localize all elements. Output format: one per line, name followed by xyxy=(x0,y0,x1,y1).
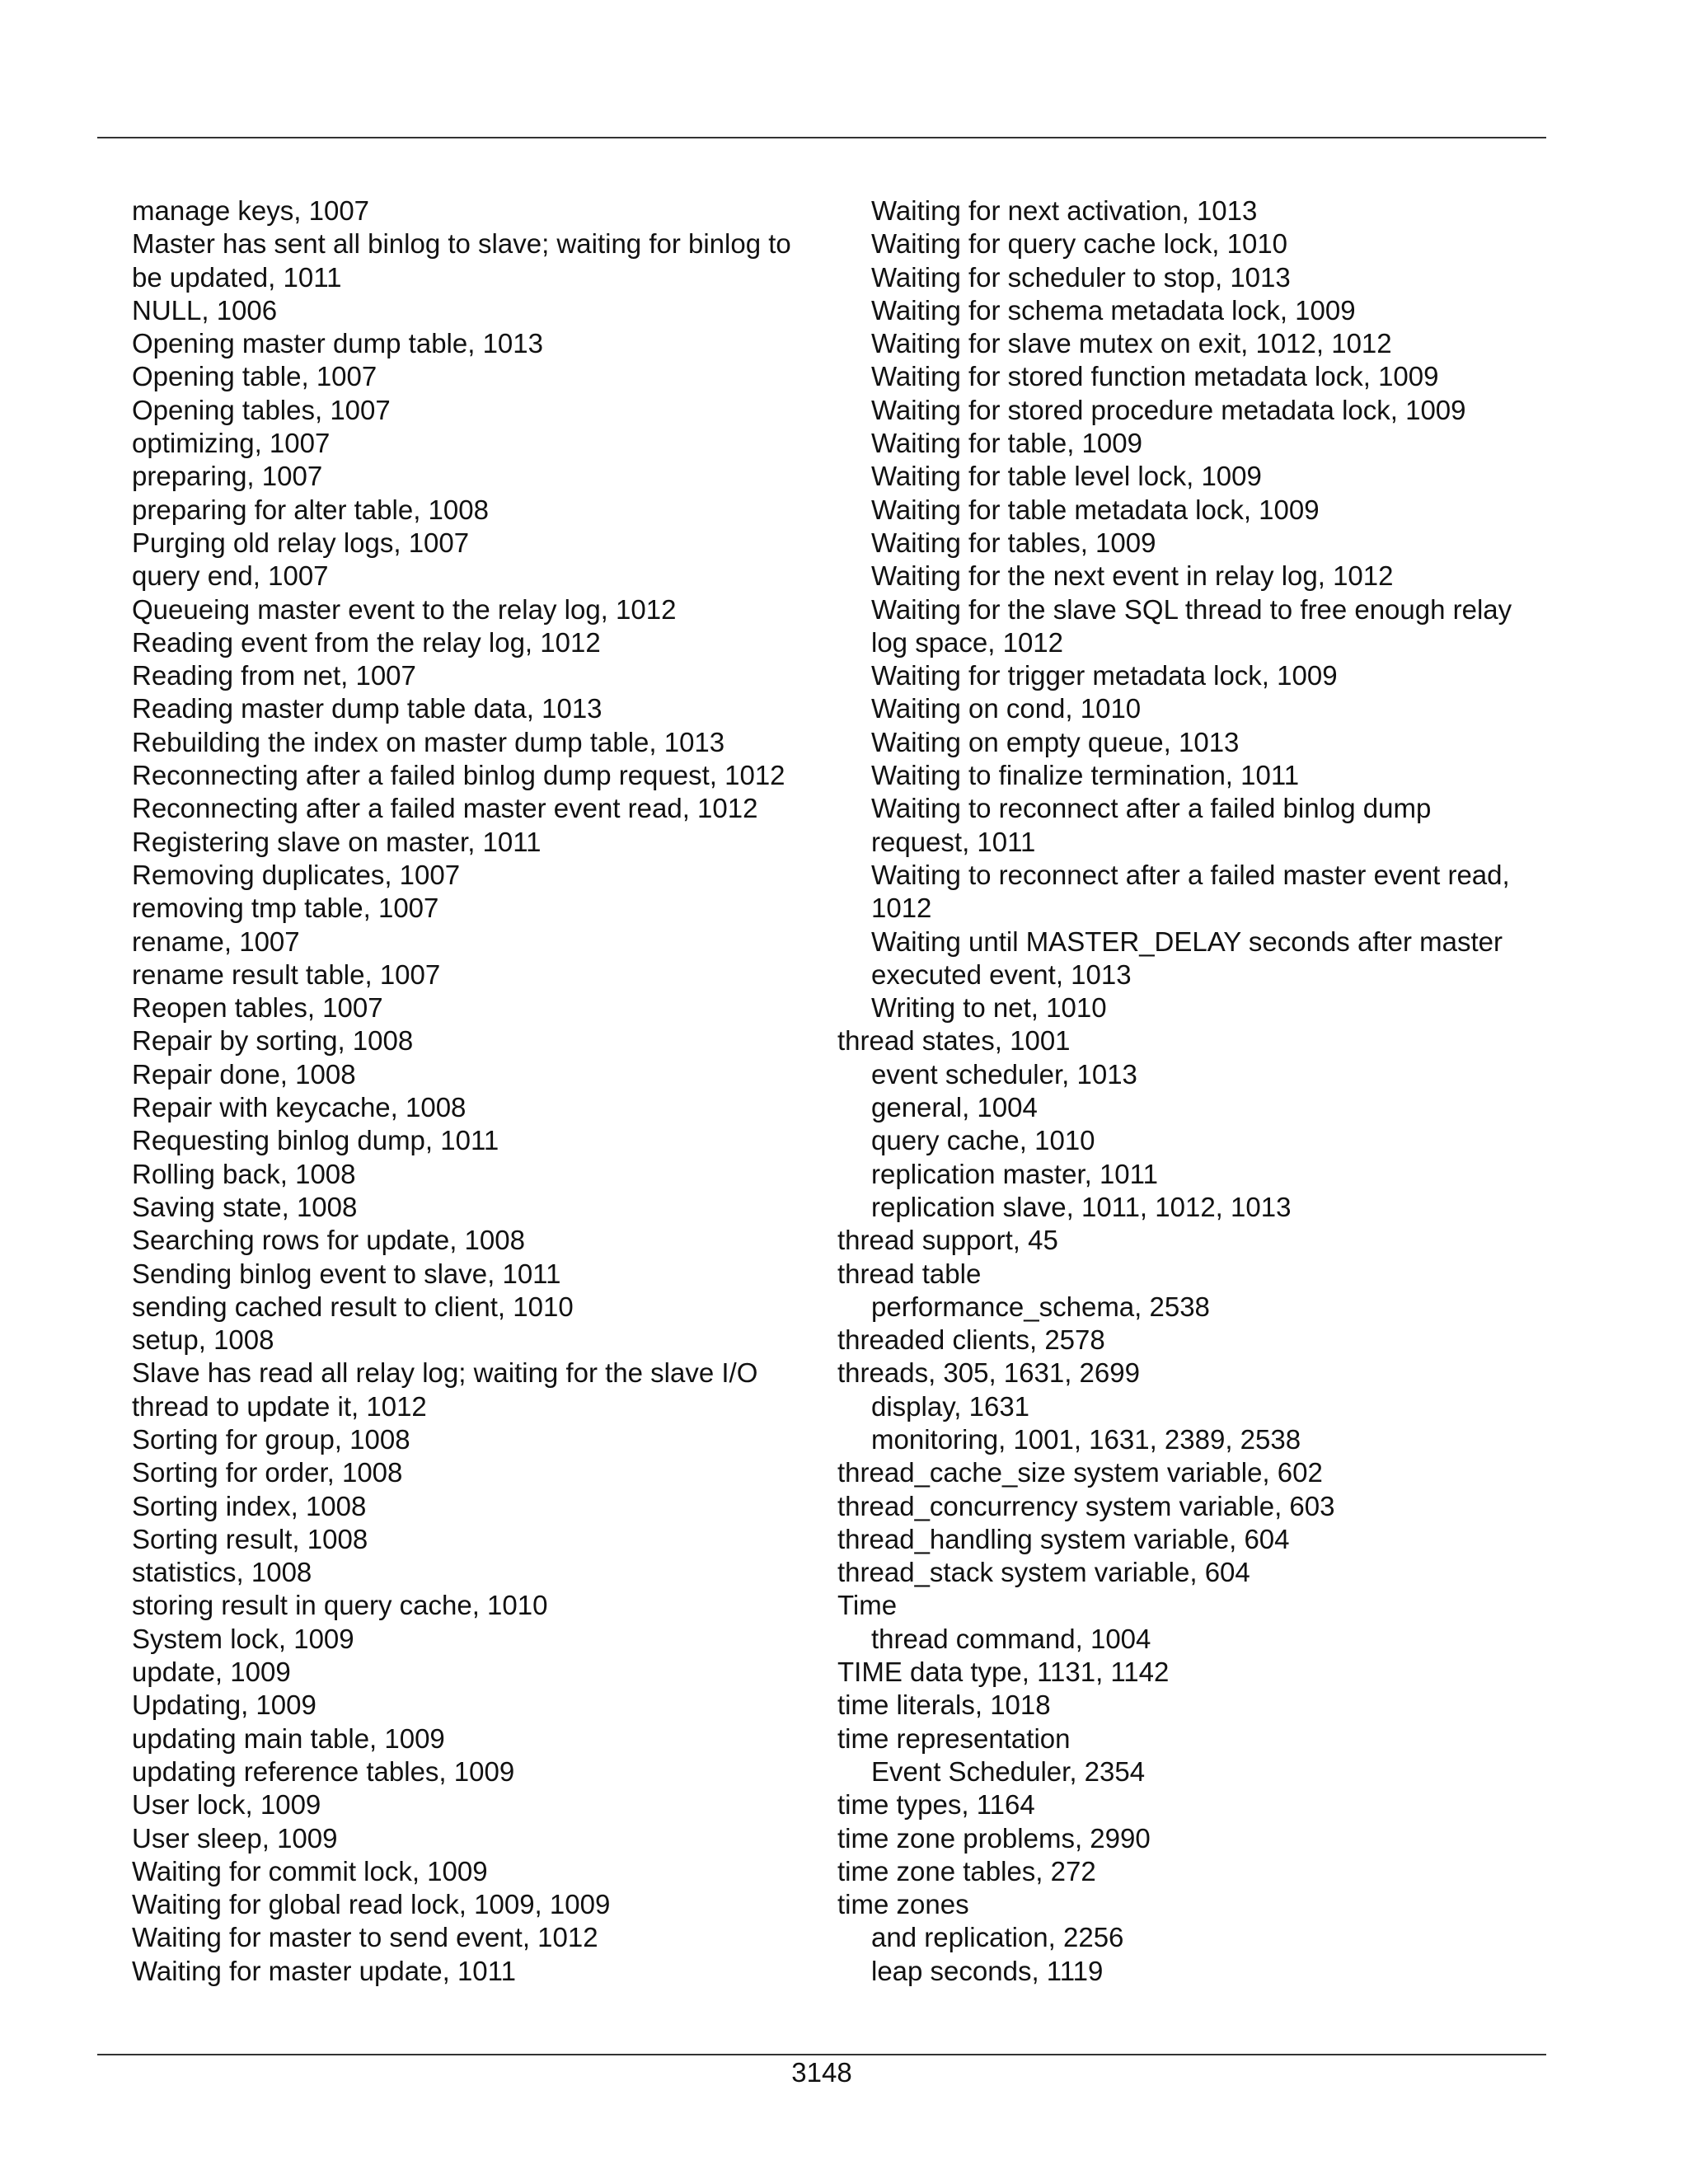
index-entry: sending cached result to client, 1010 xyxy=(132,1291,574,1322)
index-subentry: Event Scheduler, 2354 xyxy=(871,1755,1146,1787)
index-entry: Removing duplicates, 1007 xyxy=(132,859,461,890)
index-entry: NULL, 1006 xyxy=(132,294,278,326)
index-entry: Sending binlog event to slave, 1011 xyxy=(132,1258,561,1289)
index-column-left xyxy=(132,194,808,1988)
index-subentry: leap seconds, 1119 xyxy=(871,1955,1104,1986)
header-rule xyxy=(97,137,1546,138)
index-entry: updating main table, 1009 xyxy=(132,1722,445,1754)
index-entry: Waiting for master to send event, 1012 xyxy=(132,1922,598,1953)
index-subentry: executed event, 1013 xyxy=(871,958,1132,990)
index-subentry: Waiting for the slave SQL thread to free enough relay xyxy=(871,593,1512,625)
index-subentry: and replication, 2256 xyxy=(871,1922,1124,1953)
index-entry: time representation xyxy=(837,1722,1071,1754)
index-entry: update, 1009 xyxy=(132,1657,291,1688)
index-entry: thread support, 45 xyxy=(837,1225,1058,1256)
index-subentry: Writing to net, 1010 xyxy=(871,992,1107,1024)
index-subentry: Waiting to finalize termination, 1011 xyxy=(871,760,1300,791)
index-subentry: Waiting for slave mutex on exit, 1012, 1012 xyxy=(871,328,1392,359)
index-subentry: Waiting for table metadata lock, 1009 xyxy=(871,494,1320,525)
index-entry: Slave has read all relay log; waiting for the slave I/O xyxy=(132,1357,758,1389)
index-entry: Updating, 1009 xyxy=(132,1690,316,1721)
index-entry: be updated, 1011 xyxy=(132,261,342,293)
index-entry: Purging old relay logs, 1007 xyxy=(132,527,470,558)
index-subentry: 1012 xyxy=(871,893,932,924)
index-entry: statistics, 1008 xyxy=(132,1557,312,1588)
index-entry: Queueing master event to the relay log, 1012 xyxy=(132,593,677,625)
index-entry: time zone tables, 272 xyxy=(837,1855,1096,1886)
index-entry: thread_cache_size system variable, 602 xyxy=(837,1457,1323,1488)
index-entry: Sorting for group, 1008 xyxy=(132,1423,410,1455)
index-entry: Reading event from the relay log, 1012 xyxy=(132,626,601,658)
page-number: 3148 xyxy=(791,2057,852,2088)
index-entry: Reading from net, 1007 xyxy=(132,660,416,691)
index-entry: Searching rows for update, 1008 xyxy=(132,1225,525,1256)
index-subentry: Waiting for the next event in relay log, 1012 xyxy=(871,560,1394,592)
index-entry: Time xyxy=(837,1590,898,1621)
index-subentry: thread command, 1004 xyxy=(871,1623,1151,1654)
index-subentry: event scheduler, 1013 xyxy=(871,1058,1137,1090)
index-entry: Reopen tables, 1007 xyxy=(132,992,383,1024)
index-subentry: query cache, 1010 xyxy=(871,1125,1095,1156)
index-entry: Repair by sorting, 1008 xyxy=(132,1025,414,1057)
index-subentry: Waiting for table, 1009 xyxy=(871,428,1142,459)
index-entry: Sorting for order, 1008 xyxy=(132,1457,403,1488)
index-subentry: Waiting for scheduler to stop, 1013 xyxy=(871,261,1291,293)
index-entry: time literals, 1018 xyxy=(837,1690,1051,1721)
index-subentry: Waiting to reconnect after a failed binlog dump xyxy=(871,793,1432,824)
index-subentry: Waiting for stored function metadata lock, 1009 xyxy=(871,361,1439,392)
index-entry: Reading master dump table data, 1013 xyxy=(132,693,603,724)
index-subentry: replication slave, 1011, 1012, 1013 xyxy=(871,1191,1292,1222)
index-entry: optimizing, 1007 xyxy=(132,428,331,459)
index-subentry: Waiting for tables, 1009 xyxy=(871,527,1156,558)
index-entry: query end, 1007 xyxy=(132,560,329,592)
index-entry: Rolling back, 1008 xyxy=(132,1158,356,1189)
index-entry: User lock, 1009 xyxy=(132,1789,321,1821)
index-subentry: log space, 1012 xyxy=(871,626,1064,658)
index-subentry: request, 1011 xyxy=(871,826,1036,857)
index-entry: Reconnecting after a failed master event read, 1012 xyxy=(132,793,758,824)
index-entry: Repair done, 1008 xyxy=(132,1058,356,1090)
index-entry: thread table xyxy=(837,1258,982,1289)
index-subentry: Waiting for stored procedure metadata lock, 1009 xyxy=(871,394,1466,425)
index-entry: Reconnecting after a failed binlog dump request, 1012 xyxy=(132,760,785,791)
index-entry: threads, 305, 1631, 2699 xyxy=(837,1357,1140,1389)
index-entry: threaded clients, 2578 xyxy=(837,1324,1105,1356)
index-entry: Waiting for commit lock, 1009 xyxy=(132,1855,488,1886)
index-entry: rename result table, 1007 xyxy=(132,958,441,990)
index-entry: Rebuilding the index on master dump table, 1013 xyxy=(132,726,725,757)
index-entry: Saving state, 1008 xyxy=(132,1191,358,1222)
index-entry: thread states, 1001 xyxy=(837,1025,1071,1057)
index-entry: Waiting for global read lock, 1009, 1009 xyxy=(132,1889,611,1920)
index-entry: thread_concurrency system variable, 603 xyxy=(837,1490,1335,1521)
index-entry: TIME data type, 1131, 1142 xyxy=(837,1657,1170,1688)
index-subentry: Waiting for next activation, 1013 xyxy=(871,195,1258,226)
index-entry: thread to update it, 1012 xyxy=(132,1390,427,1422)
index-entry: Opening master dump table, 1013 xyxy=(132,328,543,359)
index-column-right xyxy=(837,194,1546,1988)
index-entry: thread_stack system variable, 604 xyxy=(837,1557,1250,1588)
index-entry: System lock, 1009 xyxy=(132,1623,354,1654)
footer-rule xyxy=(97,2054,1546,2055)
index-entry: Opening table, 1007 xyxy=(132,361,377,392)
index-entry: Sorting index, 1008 xyxy=(132,1490,367,1521)
index-entry: preparing, 1007 xyxy=(132,461,323,492)
index-subentry: Waiting to reconnect after a failed master event read, xyxy=(871,859,1510,890)
index-subentry: performance_schema, 2538 xyxy=(871,1291,1210,1322)
index-subentry: general, 1004 xyxy=(871,1092,1038,1123)
index-entry: Master has sent all binlog to slave; waiting for binlog to xyxy=(132,228,791,260)
index-subentry: Waiting for table level lock, 1009 xyxy=(871,461,1262,492)
index-entry: time types, 1164 xyxy=(837,1789,1035,1821)
index-entry: removing tmp table, 1007 xyxy=(132,893,439,924)
index-subentry: display, 1631 xyxy=(871,1390,1030,1422)
index-entry: manage keys, 1007 xyxy=(132,195,370,226)
index-entry: User sleep, 1009 xyxy=(132,1822,338,1854)
index-entry: Registering slave on master, 1011 xyxy=(132,826,542,857)
index-subentry: monitoring, 1001, 1631, 2389, 2538 xyxy=(871,1423,1301,1455)
index-entry: rename, 1007 xyxy=(132,926,300,957)
index-subentry: Waiting on cond, 1010 xyxy=(871,693,1142,724)
index-entry: Repair with keycache, 1008 xyxy=(132,1092,467,1123)
index-entry: updating reference tables, 1009 xyxy=(132,1755,515,1787)
index-entry: storing result in query cache, 1010 xyxy=(132,1590,548,1621)
index-subentry: Waiting on empty queue, 1013 xyxy=(871,726,1240,757)
index-entry: Waiting for master update, 1011 xyxy=(132,1955,516,1986)
index-entry: setup, 1008 xyxy=(132,1324,274,1356)
index-subentry: Waiting until MASTER_DELAY seconds after master xyxy=(871,926,1503,957)
index-entry: time zone problems, 2990 xyxy=(837,1822,1151,1854)
index-entry: Requesting binlog dump, 1011 xyxy=(132,1125,499,1156)
index-entry: thread_handling system variable, 604 xyxy=(837,1523,1290,1554)
index-subentry: Waiting for schema metadata lock, 1009 xyxy=(871,294,1356,326)
index-entry: preparing for alter table, 1008 xyxy=(132,494,489,525)
index-subentry: Waiting for trigger metadata lock, 1009 xyxy=(871,660,1338,691)
index-entry: time zones xyxy=(837,1889,969,1920)
index-subentry: Waiting for query cache lock, 1010 xyxy=(871,228,1288,260)
index-entry: Sorting result, 1008 xyxy=(132,1523,368,1554)
index-entry: Opening tables, 1007 xyxy=(132,394,391,425)
index-subentry: replication master, 1011 xyxy=(871,1158,1158,1189)
